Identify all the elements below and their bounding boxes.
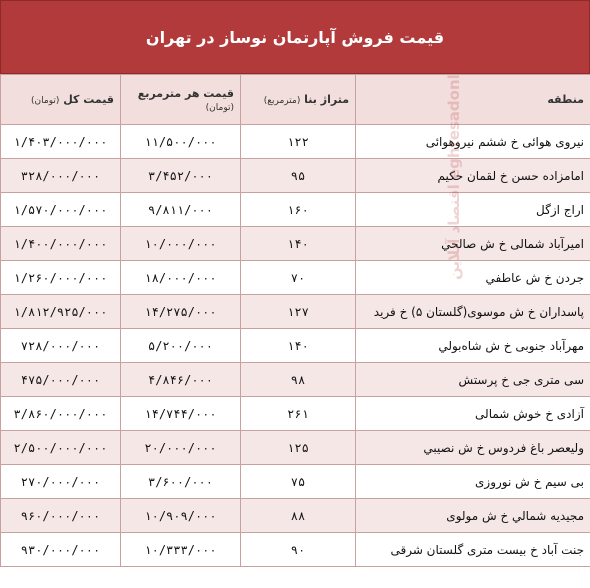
cell-area: ۷۵: [241, 465, 356, 499]
cell-area: ۱۴۰: [241, 227, 356, 261]
cell-area: ۱۲۷: [241, 295, 356, 329]
cell-total-price: ۱/۴۰۰/۰۰۰/۰۰۰: [1, 227, 121, 261]
cell-price-per-m2: ۱۴/۷۴۴/۰۰۰: [121, 397, 241, 431]
cell-price-per-m2: ۱۰/۹۰۹/۰۰۰: [121, 499, 241, 533]
cell-area: ۱۶۰: [241, 193, 356, 227]
table-row: [1, 533, 590, 567]
cell-price-per-m2: ۳/۴۵۲/۰۰۰: [121, 159, 241, 193]
cell-area: ۲۶۱: [241, 397, 356, 431]
table-row: [1, 159, 590, 193]
cell-region: جردن خ ش عاطفي: [356, 261, 590, 295]
page-title: قیمت فروش آپارتمان نوساز در تهران: [145, 27, 445, 47]
cell-price-per-m2: ۵/۲۰۰/۰۰۰: [121, 329, 241, 363]
cell-price-per-m2: ۱۱/۵۰۰/۰۰۰: [121, 125, 241, 159]
cell-area: ۸۸: [241, 499, 356, 533]
cell-price-per-m2: ۱۸/۰۰۰/۰۰۰: [121, 261, 241, 295]
cell-price-per-m2: ۹/۸۱۱/۰۰۰: [121, 193, 241, 227]
cell-region: مهرآباد جنوبی خ ش شاه‌بولي: [356, 329, 590, 363]
cell-price-per-m2: ۱۰/۳۳۳/۰۰۰: [121, 533, 241, 567]
cell-region: اراج ازگل: [356, 193, 590, 227]
watermark: اقتصاد آنلاین eghtesadonline.com: [445, 7, 463, 280]
table-row: [1, 193, 590, 227]
cell-region: مجیدیه شمالي خ ش مولوی: [356, 499, 590, 533]
cell-price-per-m2: ۴/۸۴۶/۰۰۰: [121, 363, 241, 397]
table-row: [1, 329, 590, 363]
cell-region: نیروی هوائی خ ششم نیروهوائی: [356, 125, 590, 159]
table-row: [1, 295, 590, 329]
cell-price-per-m2: ۱۰/۰۰۰/۰۰۰: [121, 227, 241, 261]
table-row: [1, 465, 590, 499]
cell-total-price: ۲/۵۰۰/۰۰۰/۰۰۰: [1, 431, 121, 465]
table-row: [1, 227, 590, 261]
header-region: منطقه: [356, 75, 590, 125]
table-row: [1, 397, 590, 431]
header-price-per-m2: قیمت هر مترمربع (تومان): [121, 75, 241, 125]
cell-total-price: ۱/۵۷۰/۰۰۰/۰۰۰: [1, 193, 121, 227]
cell-price-per-m2: ۲۰/۰۰۰/۰۰۰: [121, 431, 241, 465]
cell-region: امیرآباد شمالی خ ش صالحي: [356, 227, 590, 261]
cell-region: ولیعصر باغ فردوس خ ش نصیبي: [356, 431, 590, 465]
cell-total-price: ۱/۲۶۰/۰۰۰/۰۰۰: [1, 261, 121, 295]
cell-total-price: ۹۳۰/۰۰۰/۰۰۰: [1, 533, 121, 567]
cell-price-per-m2: ۱۴/۲۷۵/۰۰۰: [121, 295, 241, 329]
table-row: [1, 499, 590, 533]
table-row: [1, 125, 590, 159]
table-row: [1, 431, 590, 465]
cell-region: آزادی خ خوش شمالی: [356, 397, 590, 431]
cell-area: ۹۸: [241, 363, 356, 397]
cell-region: بی سیم خ ش نوروزی: [356, 465, 590, 499]
cell-region: امامزاده حسن خ لقمان حکیم: [356, 159, 590, 193]
cell-price-per-m2: ۳/۶۰۰/۰۰۰: [121, 465, 241, 499]
cell-total-price: ۲۷۰/۰۰۰/۰۰۰: [1, 465, 121, 499]
cell-area: ۹۰: [241, 533, 356, 567]
title-bar: [0, 0, 590, 74]
cell-region: پاسداران خ ش موسوی(گلستان ۵) خ فرید: [356, 295, 590, 329]
cell-total-price: ۱/۴۰۳/۰۰۰/۰۰۰: [1, 125, 121, 159]
table-row: [1, 261, 590, 295]
header-area: متراژ بنا (مترمربع): [241, 75, 356, 125]
cell-total-price: ۱/۸۱۲/۹۲۵/۰۰۰: [1, 295, 121, 329]
cell-area: ۱۴۰: [241, 329, 356, 363]
cell-region: سی متری جی خ پرستش: [356, 363, 590, 397]
header-row: [1, 75, 590, 125]
cell-area: ۱۲۲: [241, 125, 356, 159]
cell-area: ۹۵: [241, 159, 356, 193]
cell-total-price: ۳/۸۶۰/۰۰۰/۰۰۰: [1, 397, 121, 431]
table-row: [1, 363, 590, 397]
cell-total-price: ۴۷۵/۰۰۰/۰۰۰: [1, 363, 121, 397]
cell-area: ۱۲۵: [241, 431, 356, 465]
cell-total-price: ۳۲۸/۰۰۰/۰۰۰: [1, 159, 121, 193]
price-table: [0, 74, 590, 567]
header-total-price: قیمت کل (تومان): [1, 75, 121, 125]
cell-total-price: ۹۶۰/۰۰۰/۰۰۰: [1, 499, 121, 533]
cell-area: ۷۰: [241, 261, 356, 295]
cell-total-price: ۷۲۸/۰۰۰/۰۰۰: [1, 329, 121, 363]
cell-region: جنت آباد خ بیست متری گلستان شرقی: [356, 533, 590, 567]
